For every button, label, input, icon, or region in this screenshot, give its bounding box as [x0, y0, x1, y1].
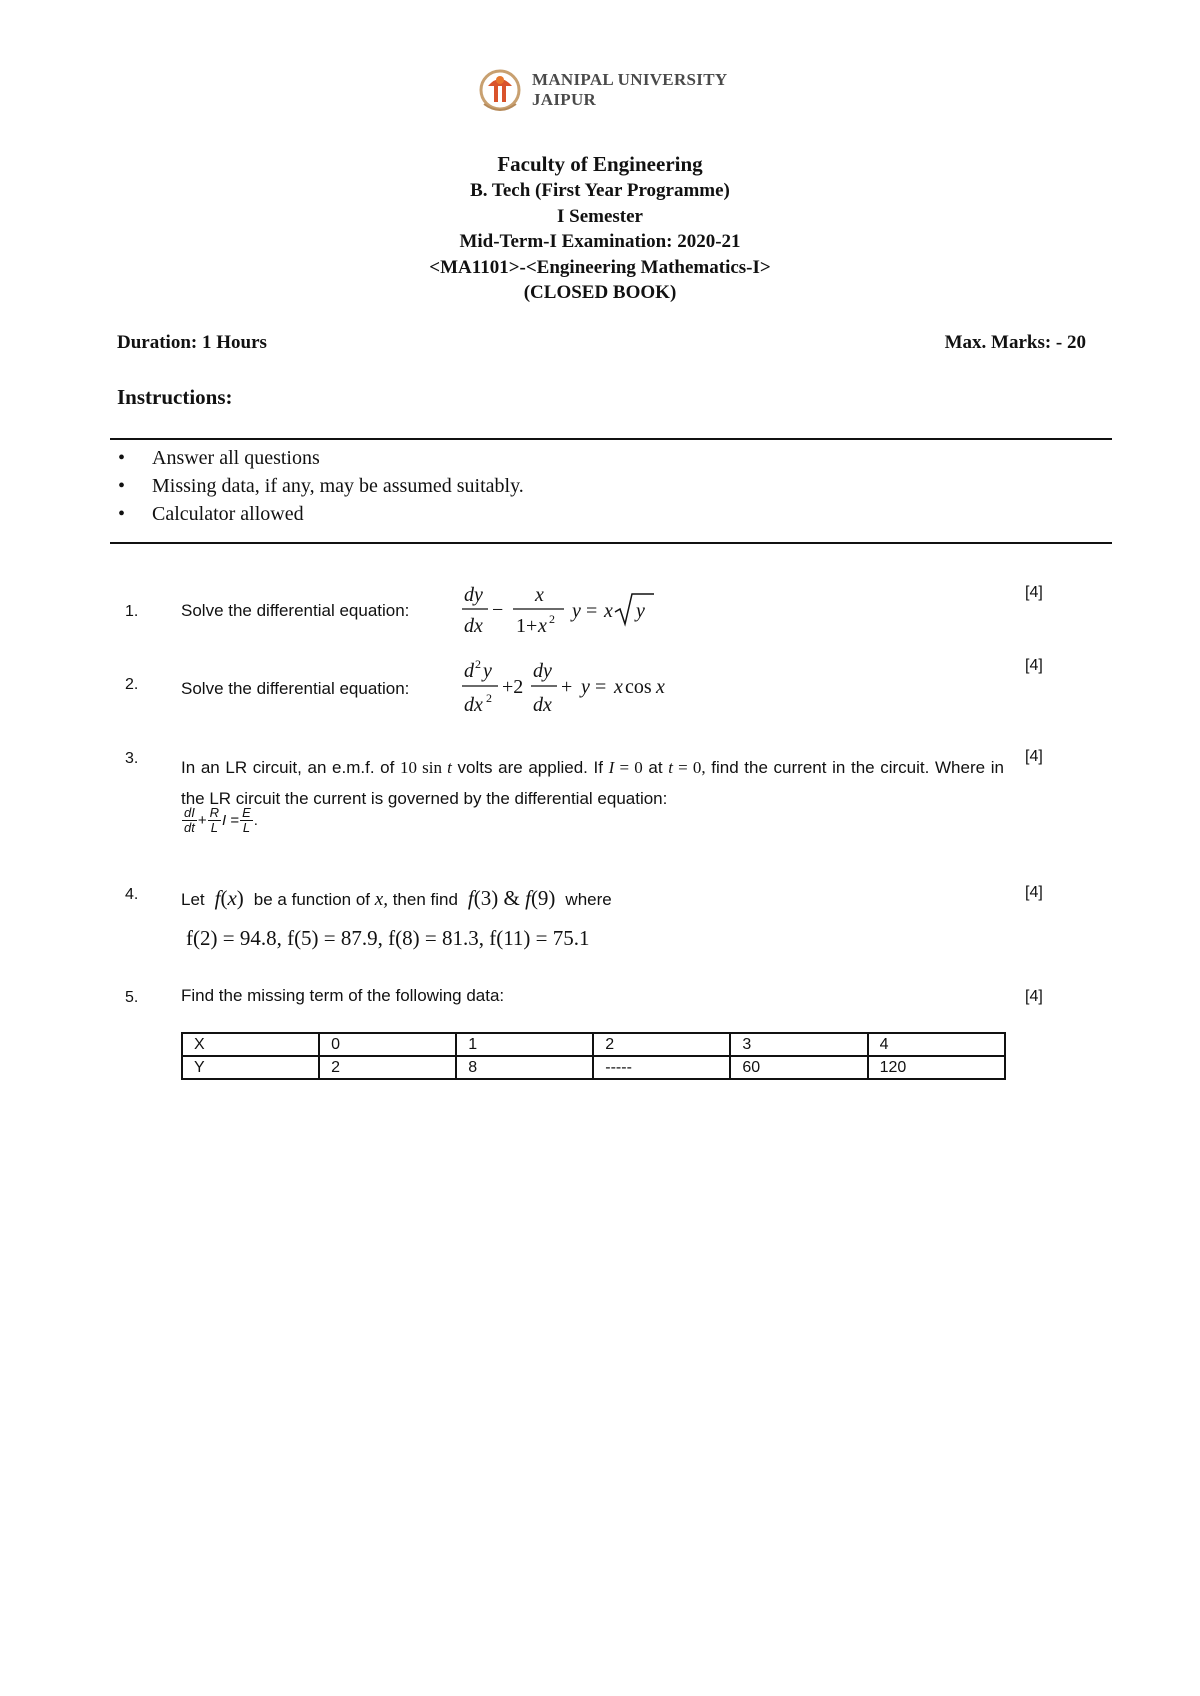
university-name-line2: JAIPUR: [532, 90, 597, 109]
question-4-text-a: Let: [181, 890, 205, 909]
university-emblem-icon: [478, 66, 526, 118]
instruction-item: • Answer all questions: [118, 444, 524, 472]
semester-title: I Semester: [557, 205, 643, 227]
svg-text:+: +: [561, 676, 573, 698]
table-cell: 0: [319, 1033, 456, 1056]
question-1-equation: [458, 578, 668, 640]
question-3-text-b: volts are applied. If: [457, 758, 603, 777]
svg-text:x: x: [535, 584, 544, 606]
university-logo: [478, 66, 748, 122]
table-cell: 1: [456, 1033, 593, 1056]
question-5-text: Find the missing term of the following data:: [181, 986, 505, 1005]
question-4-text-b: be a function of: [253, 890, 371, 909]
question-4-marks: [4]: [1025, 884, 1043, 901]
max-marks: Max. Marks: - 20: [944, 332, 1086, 353]
svg-text:y: y: [636, 600, 645, 622]
question-5-number: 5.: [125, 989, 139, 1006]
svg-text:=: =: [595, 676, 607, 698]
programme-title: B. Tech (First Year Programme): [470, 180, 730, 201]
question-1-text: Solve the differential equation:: [181, 601, 410, 620]
book-type: (CLOSED BOOK): [523, 282, 677, 303]
bottom-divider: [110, 542, 1112, 544]
table-cell: 120: [868, 1056, 1005, 1079]
table-cell: 3: [730, 1033, 867, 1056]
question-5-marks: [4]: [1025, 988, 1043, 1005]
instructions-list: [118, 444, 524, 528]
svg-text:y: y: [483, 660, 492, 682]
question-4-number: 4.: [125, 886, 139, 903]
question-1-marks: [4]: [1025, 584, 1043, 601]
question-3-text-a: In an LR circuit, an e.m.f. of: [181, 758, 395, 777]
question-3-text-c: at: [648, 758, 663, 777]
svg-text:x: x: [614, 676, 623, 698]
time-condition: t = 0,: [668, 758, 706, 777]
question-4-text-c: then find: [392, 890, 458, 909]
university-name: [532, 70, 727, 110]
data-table: [181, 1032, 1006, 1080]
table-cell: X: [182, 1033, 319, 1056]
table-cell: 2: [593, 1033, 730, 1056]
course-title: <MA1101>-<Engineering Mathematics-I>: [429, 256, 771, 278]
svg-text:y: y: [572, 600, 581, 622]
emf-expression: 10 sin t: [400, 758, 452, 777]
svg-text:=: =: [586, 600, 598, 622]
question-4-values: f(2) = 94.8, f(5) = 87.9, f(8) = 81.3, f(11) = 75.1: [186, 926, 590, 950]
table-row: [182, 1056, 1005, 1079]
question-4-text-d: where: [565, 890, 612, 909]
svg-text:−: −: [492, 599, 504, 621]
university-name-line1: MANIPAL UNIVERSITY: [532, 70, 728, 89]
question-2-text: Solve the differential equation:: [181, 679, 410, 698]
svg-text:y: y: [581, 676, 590, 698]
table-cell: 2: [319, 1056, 456, 1079]
question-1-number: 1.: [125, 603, 139, 620]
svg-text:dx: dx: [533, 694, 552, 716]
svg-text:+2: +2: [502, 676, 524, 698]
svg-text:x: x: [604, 600, 613, 622]
svg-text:dy: dy: [464, 584, 483, 606]
table-row: [182, 1033, 1005, 1056]
question-2-marks: [4]: [1025, 657, 1043, 674]
faculty-title: Faculty of Engineering: [497, 152, 703, 176]
svg-text:x: x: [538, 615, 547, 637]
svg-text:2: 2: [486, 691, 492, 705]
instructions-heading: Instructions:: [117, 385, 233, 409]
question-3-text: [181, 752, 1004, 814]
exam-header: [0, 150, 1200, 306]
svg-text:1+: 1+: [516, 615, 538, 637]
duration: Duration: 1 Hours: [117, 332, 267, 353]
svg-text:dy: dy: [533, 660, 552, 682]
instruction-item: • Calculator allowed: [118, 500, 524, 528]
instruction-item: • Missing data, if any, may be assumed suitably.: [118, 472, 524, 500]
current-condition: I = 0: [608, 758, 643, 777]
question-2-number: 2.: [125, 676, 139, 693]
table-cell: -----: [593, 1056, 730, 1079]
question-2-equation: [458, 656, 708, 720]
question-3-number: 3.: [125, 750, 139, 767]
table-cell: 60: [730, 1056, 867, 1079]
question-3-marks: [4]: [1025, 748, 1043, 765]
svg-text:2: 2: [549, 612, 555, 626]
svg-text:dx: dx: [464, 694, 483, 716]
top-divider: [110, 438, 1112, 440]
table-cell: 4: [868, 1033, 1005, 1056]
svg-text:2: 2: [475, 657, 481, 671]
svg-text:dx: dx: [464, 615, 483, 637]
exam-title: Mid-Term-I Examination: 2020-21: [459, 231, 741, 252]
table-cell: 8: [456, 1056, 593, 1079]
table-cell: Y: [182, 1056, 319, 1079]
svg-text:x: x: [656, 676, 665, 698]
lr-equation: $\frac{dI}{dt}$ + $\frac{R}{L}$ I = $\frac{E}{L}$ .: [184, 805, 258, 835]
question-4-text: Let f(x) be a function of x, then find f(3) & f(9) where: [181, 886, 612, 910]
svg-text:d: d: [464, 660, 474, 682]
question-3-text-d: find the current in the circuit. Where in the LR circuit the current is governed by the differential equation:: [181, 758, 1004, 808]
svg-text:cos: cos: [625, 676, 652, 698]
